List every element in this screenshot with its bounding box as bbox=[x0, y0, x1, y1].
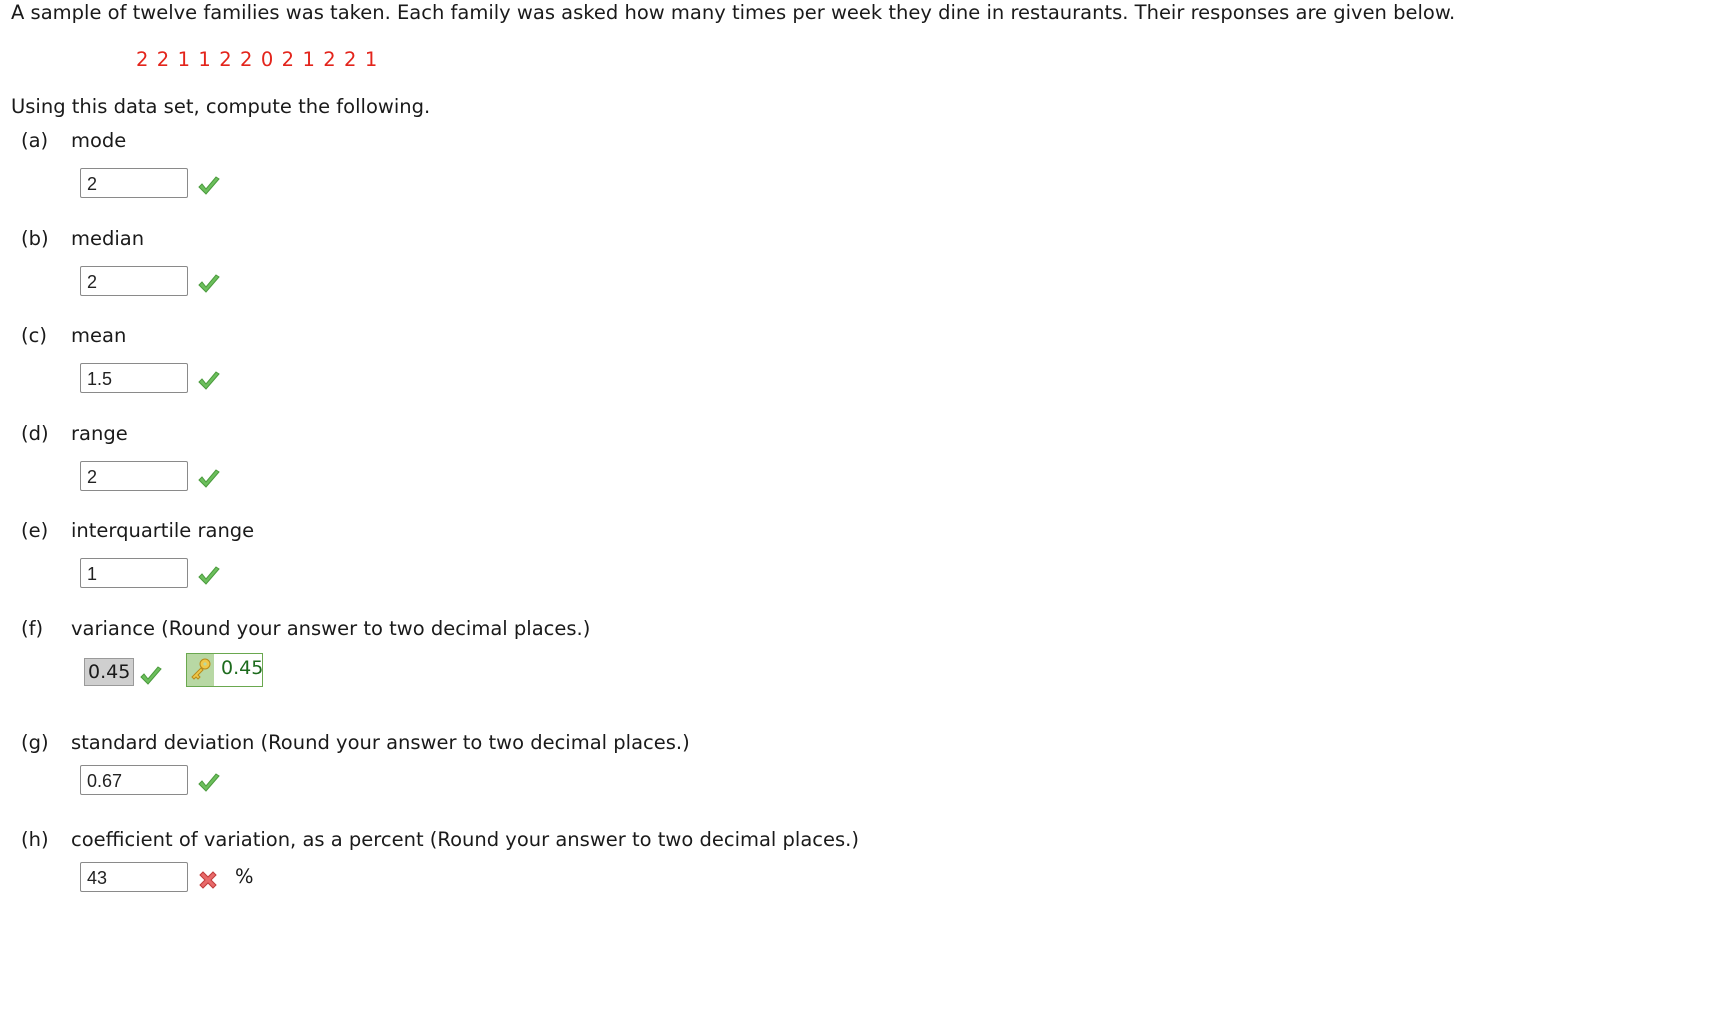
part-letter: (a) bbox=[21, 129, 49, 152]
part-label: mode bbox=[71, 129, 127, 152]
part-a bbox=[21, 127, 1521, 202]
check-icon bbox=[197, 370, 221, 392]
variance-graded-answer: 0.45 bbox=[84, 658, 134, 686]
part-b bbox=[21, 225, 1521, 300]
part-label: variance (Round your answer to two decimal places.) bbox=[71, 617, 591, 640]
part-letter: (f) bbox=[21, 617, 44, 640]
part-letter: (h) bbox=[21, 828, 49, 851]
instruction-text: Using this data set, compute the following. bbox=[11, 95, 431, 118]
part-label: interquartile range bbox=[71, 519, 255, 542]
part-label: coefficient of variation, as a percent (Round your answer to two decimal places.) bbox=[71, 828, 859, 851]
check-icon bbox=[197, 565, 221, 587]
check-icon bbox=[139, 665, 163, 687]
part-letter: (g) bbox=[21, 731, 49, 754]
part-d bbox=[21, 420, 1521, 495]
part-label: standard deviation (Round your answer to two decimal places.) bbox=[71, 731, 690, 754]
part-letter: (b) bbox=[21, 227, 49, 250]
median-input[interactable] bbox=[80, 266, 188, 296]
part-f bbox=[21, 615, 1521, 692]
part-c bbox=[21, 322, 1521, 397]
question-intro: A sample of twelve families was taken. Each family was asked how many times per week they dine in restaurants. Their responses are given below. bbox=[11, 1, 1456, 24]
answer-key-box[interactable] bbox=[186, 653, 263, 687]
percent-unit: % bbox=[235, 865, 254, 888]
answer-key-value: 0.45 bbox=[221, 657, 264, 679]
dataset-values: 2 2 1 1 2 2 0 2 1 2 2 1 bbox=[136, 48, 378, 71]
x-icon bbox=[197, 869, 219, 891]
part-label: mean bbox=[71, 324, 127, 347]
range-input[interactable] bbox=[80, 461, 188, 491]
part-g bbox=[21, 729, 1521, 799]
part-h bbox=[21, 826, 1521, 896]
check-icon bbox=[197, 175, 221, 197]
coefficient-of-variation-input[interactable] bbox=[80, 862, 188, 892]
part-letter: (d) bbox=[21, 422, 49, 445]
part-label: median bbox=[71, 227, 145, 250]
part-e bbox=[21, 517, 1521, 592]
mode-input[interactable] bbox=[80, 168, 188, 198]
key-icon bbox=[187, 654, 214, 686]
part-label: range bbox=[71, 422, 128, 445]
part-letter: (e) bbox=[21, 519, 49, 542]
check-icon bbox=[197, 772, 221, 794]
check-icon bbox=[197, 273, 221, 295]
standard-deviation-input[interactable] bbox=[80, 765, 188, 795]
check-icon bbox=[197, 468, 221, 490]
interquartile-range-input[interactable] bbox=[80, 558, 188, 588]
mean-input[interactable] bbox=[80, 363, 188, 393]
part-letter: (c) bbox=[21, 324, 47, 347]
